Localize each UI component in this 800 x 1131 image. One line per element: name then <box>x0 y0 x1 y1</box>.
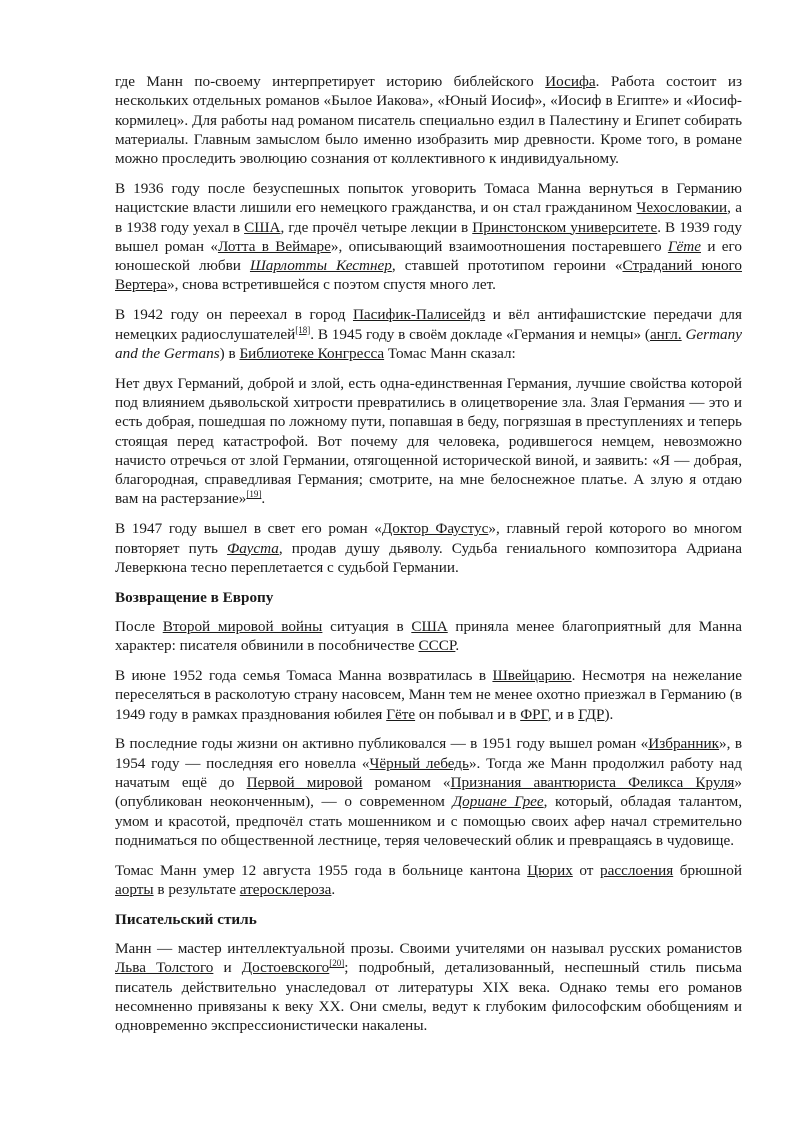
footnote-ref <box>295 325 310 335</box>
quote-paragraph <box>115 374 742 509</box>
link-holy-sinner[interactable]: Избранник <box>648 735 720 753</box>
text: , а в 1938 году уехал в <box>115 199 742 236</box>
link-frg[interactable]: ФРГ <box>520 705 548 723</box>
text: и <box>213 959 242 977</box>
text: », описывающий взаимоотношения постаревшего <box>330 237 668 255</box>
text: . Работа состоит из нескольких отдельных романов «Былое Иакова», «Юный Иосиф», «Иосиф в Египте» и «Иосиф-кормилец». Для работы над романом писатель специально ездил в Палестину и Египет собирать материалы. Главным замыслом было именно изобразить мир древности. Кроме того, в романе можно проследить эволюцию сознания от коллективного к индивидуальному. <box>115 73 742 168</box>
link-charlotte-kestner[interactable]: Шарлотты Кестнер <box>249 257 392 275</box>
paragraph-style <box>115 939 742 1035</box>
footnote-link-19[interactable]: [19] <box>246 489 262 500</box>
text: и его юношеской любви <box>115 237 742 275</box>
link-felix-krull[interactable]: Признания авантюриста Феликса Круля <box>450 774 735 791</box>
text: », снова встретившейся с поэтом спустя много лет. <box>166 276 496 294</box>
text: », главный герой которого во многом повторяет путь <box>115 520 742 557</box>
link-princeton[interactable]: Принстонском университете <box>472 218 658 236</box>
text: , где прочёл четыре лекции в <box>280 218 473 236</box>
paragraph-death <box>115 861 742 900</box>
link-gdr[interactable]: ГДР <box>578 705 605 723</box>
text: . <box>455 637 460 655</box>
section-heading-return: Возвращение в Европу <box>115 588 274 606</box>
link-leo-tolstoy[interactable]: Льва Толстого <box>115 959 214 977</box>
text: где Манн по-своему интерпретирует историю библейского <box>115 73 546 90</box>
link-dostoevsky[interactable]: Достоевского <box>241 959 330 977</box>
text: В 1936 году после безуспешных попыток уговорить Томаса Манна вернуться в Германию нацистские власти лишили его немецкого гражданства, и он стал гражданином <box>115 179 742 217</box>
section-heading-style: Писательский стиль <box>115 910 257 928</box>
text: ». Тогда же Манн продолжил работу над начатым ещё до <box>115 754 742 791</box>
text: , и в <box>547 705 579 723</box>
paragraph-joseph <box>115 72 742 168</box>
paragraph-1942 <box>115 305 742 363</box>
link-czechoslovakia[interactable]: Чехословакии <box>636 199 728 217</box>
text: и вёл антифашистские передачи для немецких радиослушателей <box>115 306 742 343</box>
paragraph-1936 <box>115 179 742 295</box>
link-doctor-faustus[interactable]: Доктор Фаустус <box>381 520 489 538</box>
link-dorian-gray[interactable]: Дориане Грее <box>452 793 544 811</box>
text: , который, обладая талантом, умом и красотой, предпочёл стать мошенником и с помощью своих афер начал стремительно подниматься по общественной лестнице, теряя человеческий облик и превращаясь в чудовище. <box>115 793 743 849</box>
link-goethe[interactable]: Гёте <box>667 237 701 255</box>
text: Нет двух Германий, доброй и злой, есть одна-единственная Германия, лучшие свойства которой под влиянием дьявольской хитрости превратились в олицетворение зла. Злая Германия — это и есть добрая, пошедшая по ложному пути, попавшая в беду, погрязшая в преступлениях и теперь стоящая перед катастрофой. Вот почему для человека, родившегося немцем, невозможно начисто отречься от злой Германии, отягощенной исторической виной, и заявить: «Я — добрая, благородная, справедливая Германия; смотрите, на мне белоснежное платье. А злую я отдаю вам на растерзание» <box>115 374 742 508</box>
link-faust[interactable]: Фауста <box>227 539 279 557</box>
footnote-ref <box>329 958 344 968</box>
text: романом « <box>362 774 451 791</box>
article-body <box>115 72 742 1046</box>
link-joseph[interactable]: Иосифа <box>545 73 596 90</box>
text: ) в <box>219 344 240 362</box>
link-usa[interactable]: США <box>244 218 281 236</box>
link-ww1[interactable]: Первой мировой <box>246 774 363 791</box>
text: » (опубликован неоконченным), — о современном <box>115 774 742 811</box>
link-switzerland[interactable]: Швейцарию <box>492 667 572 685</box>
text: Манн — мастер интеллектуальной прозы. Своими учителями он называл русских романистов <box>115 940 742 958</box>
footnote-link-20[interactable]: [20] <box>329 958 345 969</box>
link-goethe-2[interactable]: Гёте <box>386 705 416 723</box>
link-zurich[interactable]: Цюрих <box>527 861 573 879</box>
link-pacific-palisades[interactable]: Пасифик-Палисейдз <box>352 306 486 324</box>
text: . В 1939 году вышел роман « <box>115 218 742 255</box>
text: После <box>115 617 163 635</box>
text: он побывал и в <box>415 705 521 723</box>
text: от <box>572 861 601 879</box>
text: Томас Манн умер 12 августа 1955 года в больнице кантона <box>115 861 528 879</box>
text: В последние годы жизни он активно публиковался — в 1951 году вышел роман « <box>115 735 649 753</box>
text: . В 1945 году в своём докладе «Германия и немцы» ( <box>310 325 650 343</box>
link-ussr[interactable]: СССР <box>418 637 456 655</box>
text: в результате <box>153 880 240 898</box>
text: , ставшей прототипом героини « <box>391 257 623 275</box>
text: ; подробный, детализованный, неспешный стиль письма писатель действительно унаследовал от литературы XIX века. Однако темы его романов несомненно привязаны к веку XX. Они смелы, ведут к глубоким философским обобщениям и одновременно экспрессионистически накалены. <box>115 959 742 1035</box>
text: приняла менее благоприятный для Манна характер: писателя обвинили в пособничестве <box>115 617 742 655</box>
text: . Несмотря на нежелание переселяться в расколотую страну насовсем, Манн тем не менее охотно приезжал в Германию (в 1949 году в рамках празднования юбилея <box>115 667 742 723</box>
text: ситуация в <box>322 617 412 635</box>
text: В 1947 году вышел в свет его роман « <box>115 520 382 538</box>
paragraph-last-years <box>115 734 742 850</box>
text: В июне 1952 года семья Томаса Манна возвратилась в <box>115 667 493 685</box>
link-dissection[interactable]: расслоения <box>600 861 674 879</box>
paragraph-1947 <box>115 519 742 577</box>
link-library-of-congress[interactable]: Библиотеке Конгресса <box>239 344 385 362</box>
text: В 1942 году он переехал в город <box>115 306 353 324</box>
paragraph-1952 <box>115 666 742 724</box>
footnote-link-18[interactable]: [18] <box>295 324 311 335</box>
footnote-ref <box>246 489 261 499</box>
text: », в 1954 году — последняя его новелла « <box>115 735 742 772</box>
link-lotte-in-weimar[interactable]: Лотта в Веймаре <box>217 237 331 255</box>
link-usa-2[interactable]: США <box>411 617 448 635</box>
text: . <box>331 880 336 898</box>
link-english[interactable]: англ. <box>649 325 682 343</box>
paragraph-after-war <box>115 617 742 656</box>
text: брюшной <box>673 861 743 879</box>
english-title: Germany and the Germans <box>115 325 742 362</box>
text: ). <box>604 705 614 723</box>
link-atherosclerosis[interactable]: атеросклероза <box>239 880 332 898</box>
text: , продав душу дьяволу. Судьба гениального композитора Адриана Леверкюна тесно переплетается с судьбой Германии. <box>115 539 742 576</box>
link-ww2[interactable]: Второй мировой войны <box>162 617 323 635</box>
text: . <box>261 490 266 508</box>
link-aorta[interactable]: аорты <box>115 880 154 898</box>
text: Томас Манн сказал: <box>384 344 516 362</box>
link-black-swan[interactable]: Чёрный лебедь <box>369 754 469 772</box>
link-werther[interactable]: Страданий юного Вертера <box>115 257 742 294</box>
